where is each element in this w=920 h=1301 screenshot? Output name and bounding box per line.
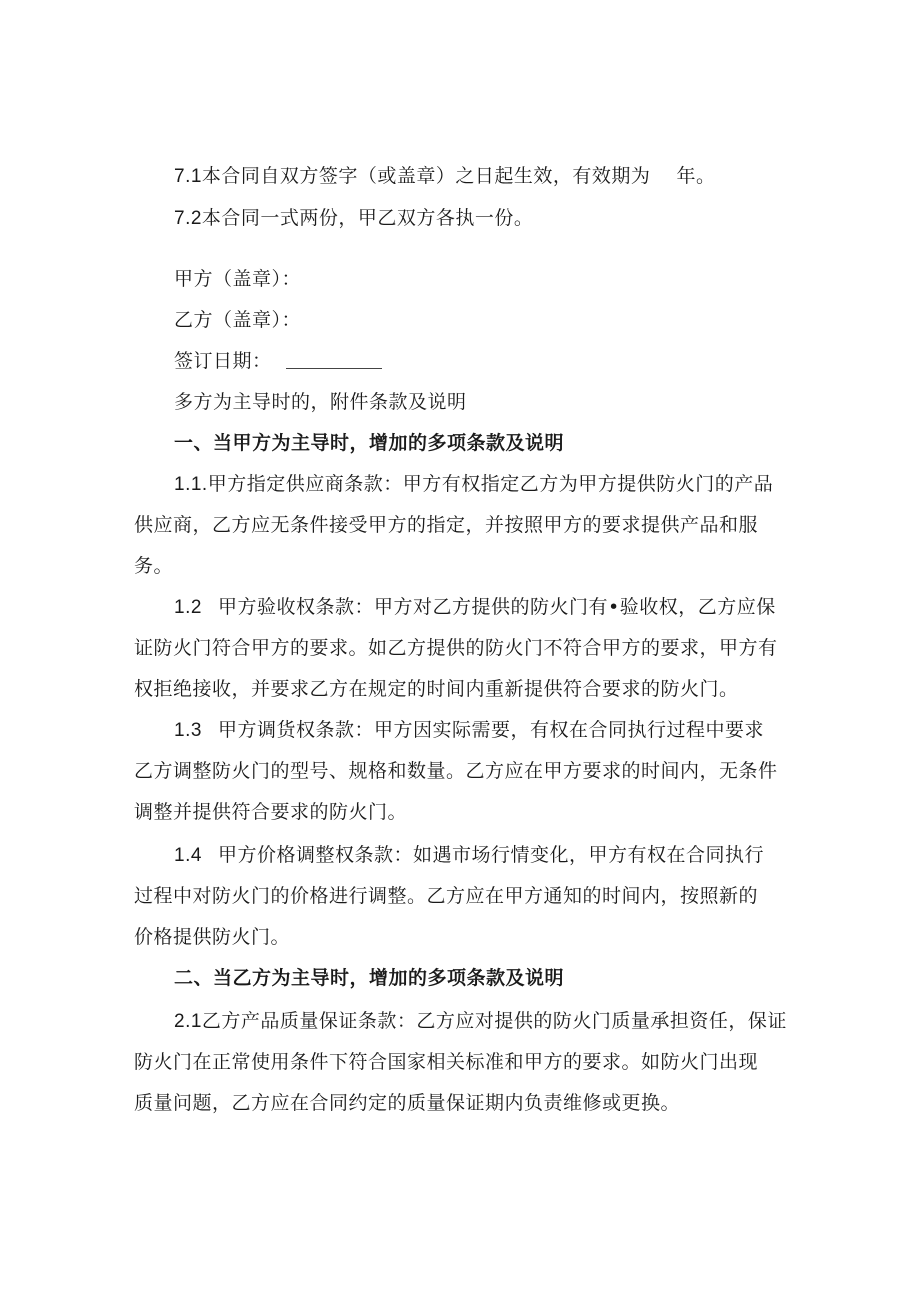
clause-1-1-line-2: 供应商，乙方应无条件接受甲方的指定，并按照甲方的要求提供产品和服: [134, 514, 759, 536]
clause-7-2: [174, 205, 533, 232]
clause-number: 7.1: [174, 166, 202, 187]
clause-number: 7.2: [174, 208, 202, 229]
clause-text: 甲方价格调整权条款：如遇市场行情变化，甲方有权在合同执行: [218, 844, 765, 866]
clause-1-3-line-3: 调整并提供符合要求的防火门。: [134, 801, 408, 823]
clause-text: 本合同自双方签字（或盖章）之日起生效，有效期为: [201, 165, 651, 187]
clause-text: 甲方指定供应商条款：甲方有权指定乙方为甲方提供防火门的产品: [207, 473, 774, 495]
clause-1-4-line-2: 过程中对防火门的价格进行调整。乙方应在甲方通知的时间内，按照新的: [134, 885, 759, 907]
sign-date-row: [174, 348, 382, 374]
clause-text: 甲方调货权条款：甲方因实际需要，有权在合同执行过程中要求: [218, 719, 765, 741]
clause-number: 2.1: [174, 1011, 202, 1032]
clause-1-2-line-1: [174, 594, 776, 621]
clause-1-3-line-2: 乙方调整防火门的型号、规格和数量。乙方应在甲方要求的时间内，无条件: [134, 760, 778, 782]
clause-1-2-line-2: 证防火门符合甲方的要求。如乙方提供的防火门不符合甲方的要求，甲方有: [134, 637, 778, 659]
clause-2-1-line-1: [174, 1008, 787, 1035]
clause-1-1-line-1: [174, 471, 773, 498]
appendix-intro: 多方为主导时的，附件条款及说明: [174, 391, 467, 413]
clause-1-1-line-3: 务。: [134, 555, 174, 577]
clause-text: 本合同一式两份，甲乙双方各执一份。: [201, 207, 534, 229]
clause-number: 1.2: [174, 597, 202, 618]
section-1-title: 一、当甲方为主导时，增加的多项条款及说明: [174, 432, 565, 454]
clause-1-2-line-3: 权拒绝接收，并要求乙方在规定的时间内重新提供符合要求的防火门。: [134, 678, 739, 700]
clause-1-4-line-1: [174, 842, 764, 869]
sign-date-blank: [286, 350, 382, 369]
clause-2-1-line-2: 防火门在正常使用条件下符合国家相关标准和甲方的要求。如防火门出现: [134, 1051, 759, 1073]
clause-number: 1.1.: [174, 474, 208, 495]
sign-date-label: 签订日期：: [174, 350, 272, 372]
clause-7-1: [174, 163, 715, 190]
clause-number: 1.4: [174, 845, 202, 866]
clause-2-1-line-3: 质量问题，乙方应在合同约定的质量保证期内负责维修或更换。: [134, 1092, 681, 1114]
clause-1-4-line-3: 价格提供防火门。: [134, 926, 291, 948]
clause-text: 乙方产品质量保证条款：乙方应对提供的防火门质量承担资任，保证: [201, 1010, 787, 1032]
clause-number: 1.3: [174, 720, 202, 741]
clause-tail: 年。: [676, 165, 716, 187]
party-b-seal: 乙方（盖章）：: [174, 309, 302, 331]
party-a-seal: 甲方（盖章）：: [174, 268, 302, 290]
section-2-title: 二、当乙方为主导时，增加的多项条款及说明: [174, 967, 565, 989]
clause-1-3-line-1: [174, 717, 764, 744]
clause-text: 甲方验收权条款：甲方对乙方提供的防火门有•验收权，乙方应保: [218, 596, 776, 618]
